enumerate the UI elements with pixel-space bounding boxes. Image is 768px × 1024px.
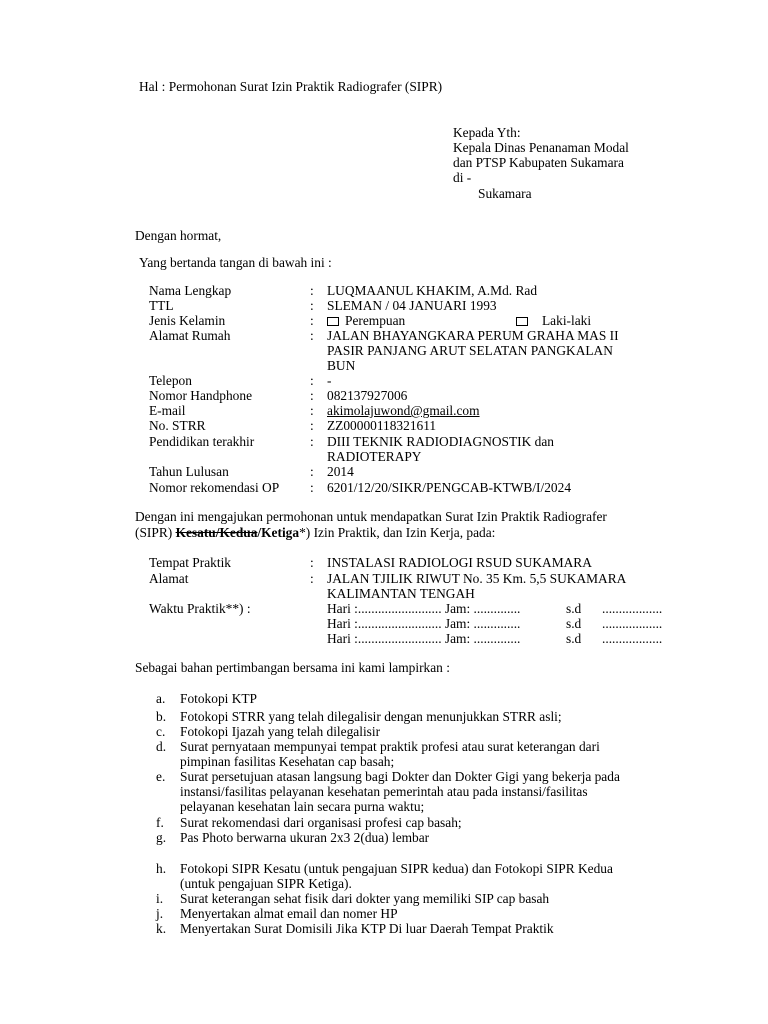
selected-option: /Ketiga <box>257 525 300 540</box>
schedule-row: Hari :......................... Jam: .............. <box>327 616 521 631</box>
field-label: Waktu Praktik**) : <box>149 601 251 616</box>
list-item: Pas Photo berwarna ukuran 2x3 2(dua) lembar <box>180 830 430 845</box>
list-marker: a. <box>156 691 166 706</box>
schedule-dots: .................. <box>602 616 663 631</box>
list-item: Surat rekomendasi dari organisasi profesi cap basah; <box>180 815 462 830</box>
subject-line: Hal : Permohonan Surat Izin Praktik Radiografer (SIPR) <box>139 79 443 94</box>
schedule-sd: s.d <box>566 601 582 616</box>
struck-option: Kesatu/Kedua <box>175 525 258 540</box>
colon: : <box>310 555 314 570</box>
field-label: TTL <box>149 298 174 313</box>
checkbox-female[interactable] <box>327 317 339 326</box>
field-label: Telepon <box>149 373 192 388</box>
list-item: instansi/fasilitas pelayanan kesehatan pemerintah atau pada instansi/fasilitas <box>180 784 588 799</box>
schedule-sd: s.d <box>566 616 582 631</box>
list-item: pimpinan fasilitas Kesehatan cap basah; <box>180 754 395 769</box>
colon: : <box>310 464 314 479</box>
colon: : <box>310 313 314 328</box>
address-line: PASIR PANJANG ARUT SELATAN PANGKALAN <box>327 343 613 358</box>
schedule-dots: .................. <box>602 631 663 646</box>
request-text: *) Izin Praktik, dan Izin Kerja, pada: <box>299 525 496 540</box>
greeting: Dengan hormat, <box>135 228 222 243</box>
field-label: Nomor Handphone <box>149 388 253 403</box>
recipient-line: Kepala Dinas Penanaman Modal <box>453 140 629 155</box>
gender-option-male[interactable] <box>516 313 591 328</box>
field-label: Alamat <box>149 571 189 586</box>
gender-label: Perempuan <box>345 313 406 328</box>
list-marker: f. <box>156 815 164 830</box>
education: RADIOTERAPY <box>327 449 422 464</box>
attachments-intro: Sebagai bahan pertimbangan bersama ini kami lampirkan : <box>135 660 450 675</box>
colon: : <box>310 283 314 298</box>
colon: : <box>310 434 314 449</box>
recommendation-number: 6201/12/20/SIKR/PENGCAB-KTWB/I/2024 <box>327 480 572 495</box>
list-marker: d. <box>156 739 167 754</box>
list-item: (untuk pengajuan SIPR Ketiga). <box>180 876 352 891</box>
gender-label: Laki-laki <box>542 313 592 328</box>
checkbox-male[interactable] <box>516 317 528 326</box>
list-item: Surat pernyataan mempunyai tempat praktik profesi atau surat keterangan dari <box>180 739 600 754</box>
list-marker: b. <box>156 709 167 724</box>
applicant-name: LUQMAANUL KHAKIM, A.Md. Rad <box>327 283 538 298</box>
list-item: Surat persetujuan atasan langsung bagi Dokter dan Dokter Gigi yang bekerja pada <box>180 769 620 784</box>
colon: : <box>310 388 314 403</box>
request-line: Dengan ini mengajukan permohonan untuk mendapatkan Surat Izin Praktik Radiografer <box>135 509 607 524</box>
practice-address: KALIMANTAN TENGAH <box>327 586 475 601</box>
field-label: Pendidikan terakhir <box>149 434 255 449</box>
colon: : <box>310 298 314 313</box>
field-label: Alamat Rumah <box>149 328 231 343</box>
colon: : <box>310 480 314 495</box>
graduation-year: 2014 <box>327 464 354 479</box>
list-item: Menyertakan almat email dan nomer HP <box>180 906 398 921</box>
list-marker: e. <box>156 769 166 784</box>
field-label: Tahun Lulusan <box>149 464 229 479</box>
schedule-row: Hari :......................... Jam: .............. <box>327 631 521 646</box>
colon: : <box>310 571 314 586</box>
recipient-line: di - <box>453 170 472 185</box>
request-line <box>135 525 495 540</box>
address-line: BUN <box>327 358 356 373</box>
practice-place: INSTALASI RADIOLOGI RSUD SUKAMARA <box>327 555 592 570</box>
schedule-row: Hari :......................... Jam: .............. <box>327 601 521 616</box>
email-link[interactable]: akimolajuwond@gmail.com <box>327 403 480 418</box>
list-item: Fotokopi SIPR Kesatu (untuk pengajuan SIPR kedua) dan Fotokopi SIPR Kedua <box>180 861 613 876</box>
list-marker: k. <box>156 921 167 936</box>
field-label: Tempat Praktik <box>149 555 231 570</box>
schedule-dots: .................. <box>602 601 663 616</box>
list-item: Surat keterangan sehat fisik dari dokter yang memiliki SIP cap basah <box>180 891 550 906</box>
colon: : <box>310 328 314 343</box>
field-label: Nomor rekomendasi OP <box>149 480 280 495</box>
recipient-line: dan PTSP Kabupaten Sukamara <box>453 155 624 170</box>
recipient-line: Kepada Yth: <box>453 125 521 140</box>
list-item: pelayanan kesehatan lain secara purna waktu; <box>180 799 425 814</box>
list-item: Fotokopi KTP <box>180 691 258 706</box>
mobile: 082137927006 <box>327 388 408 403</box>
field-label: E-mail <box>149 403 186 418</box>
schedule-sd: s.d <box>566 631 582 646</box>
list-marker: c. <box>156 724 166 739</box>
address-line: JALAN BHAYANGKARA PERUM GRAHA MAS II <box>327 328 619 343</box>
request-text: (SIPR) <box>135 525 176 540</box>
list-marker: j. <box>156 906 164 921</box>
applicant-birth: SLEMAN / 04 JANUARI 1993 <box>327 298 497 313</box>
practice-address: JALAN TJILIK RIWUT No. 35 Km. 5,5 SUKAMARA <box>327 571 627 586</box>
list-marker: g. <box>156 830 167 845</box>
phone: - <box>327 373 332 388</box>
field-label: Jenis Kelamin <box>149 313 226 328</box>
list-item: Menyertakan Surat Domisili Jika KTP Di luar Daerah Tempat Praktik <box>180 921 554 936</box>
colon: : <box>310 418 314 433</box>
field-label: Nama Lengkap <box>149 283 232 298</box>
list-marker: i. <box>156 891 164 906</box>
list-item: Fotokopi Ijazah yang telah dilegalisir <box>180 724 381 739</box>
gender-option-female[interactable] <box>327 313 405 328</box>
list-item: Fotokopi STRR yang telah dilegalisir dengan menunjukkan STRR asli; <box>180 709 562 724</box>
education: DIII TEKNIK RADIODIAGNOSTIK dan <box>327 434 554 449</box>
colon: : <box>310 403 314 418</box>
recipient-city: Sukamara <box>478 186 532 201</box>
colon: : <box>310 373 314 388</box>
intro-text: Yang bertanda tangan di bawah ini : <box>139 255 332 270</box>
field-label: No. STRR <box>149 418 206 433</box>
list-marker: h. <box>156 861 167 876</box>
strr-number: ZZ00000118321611 <box>327 418 437 433</box>
